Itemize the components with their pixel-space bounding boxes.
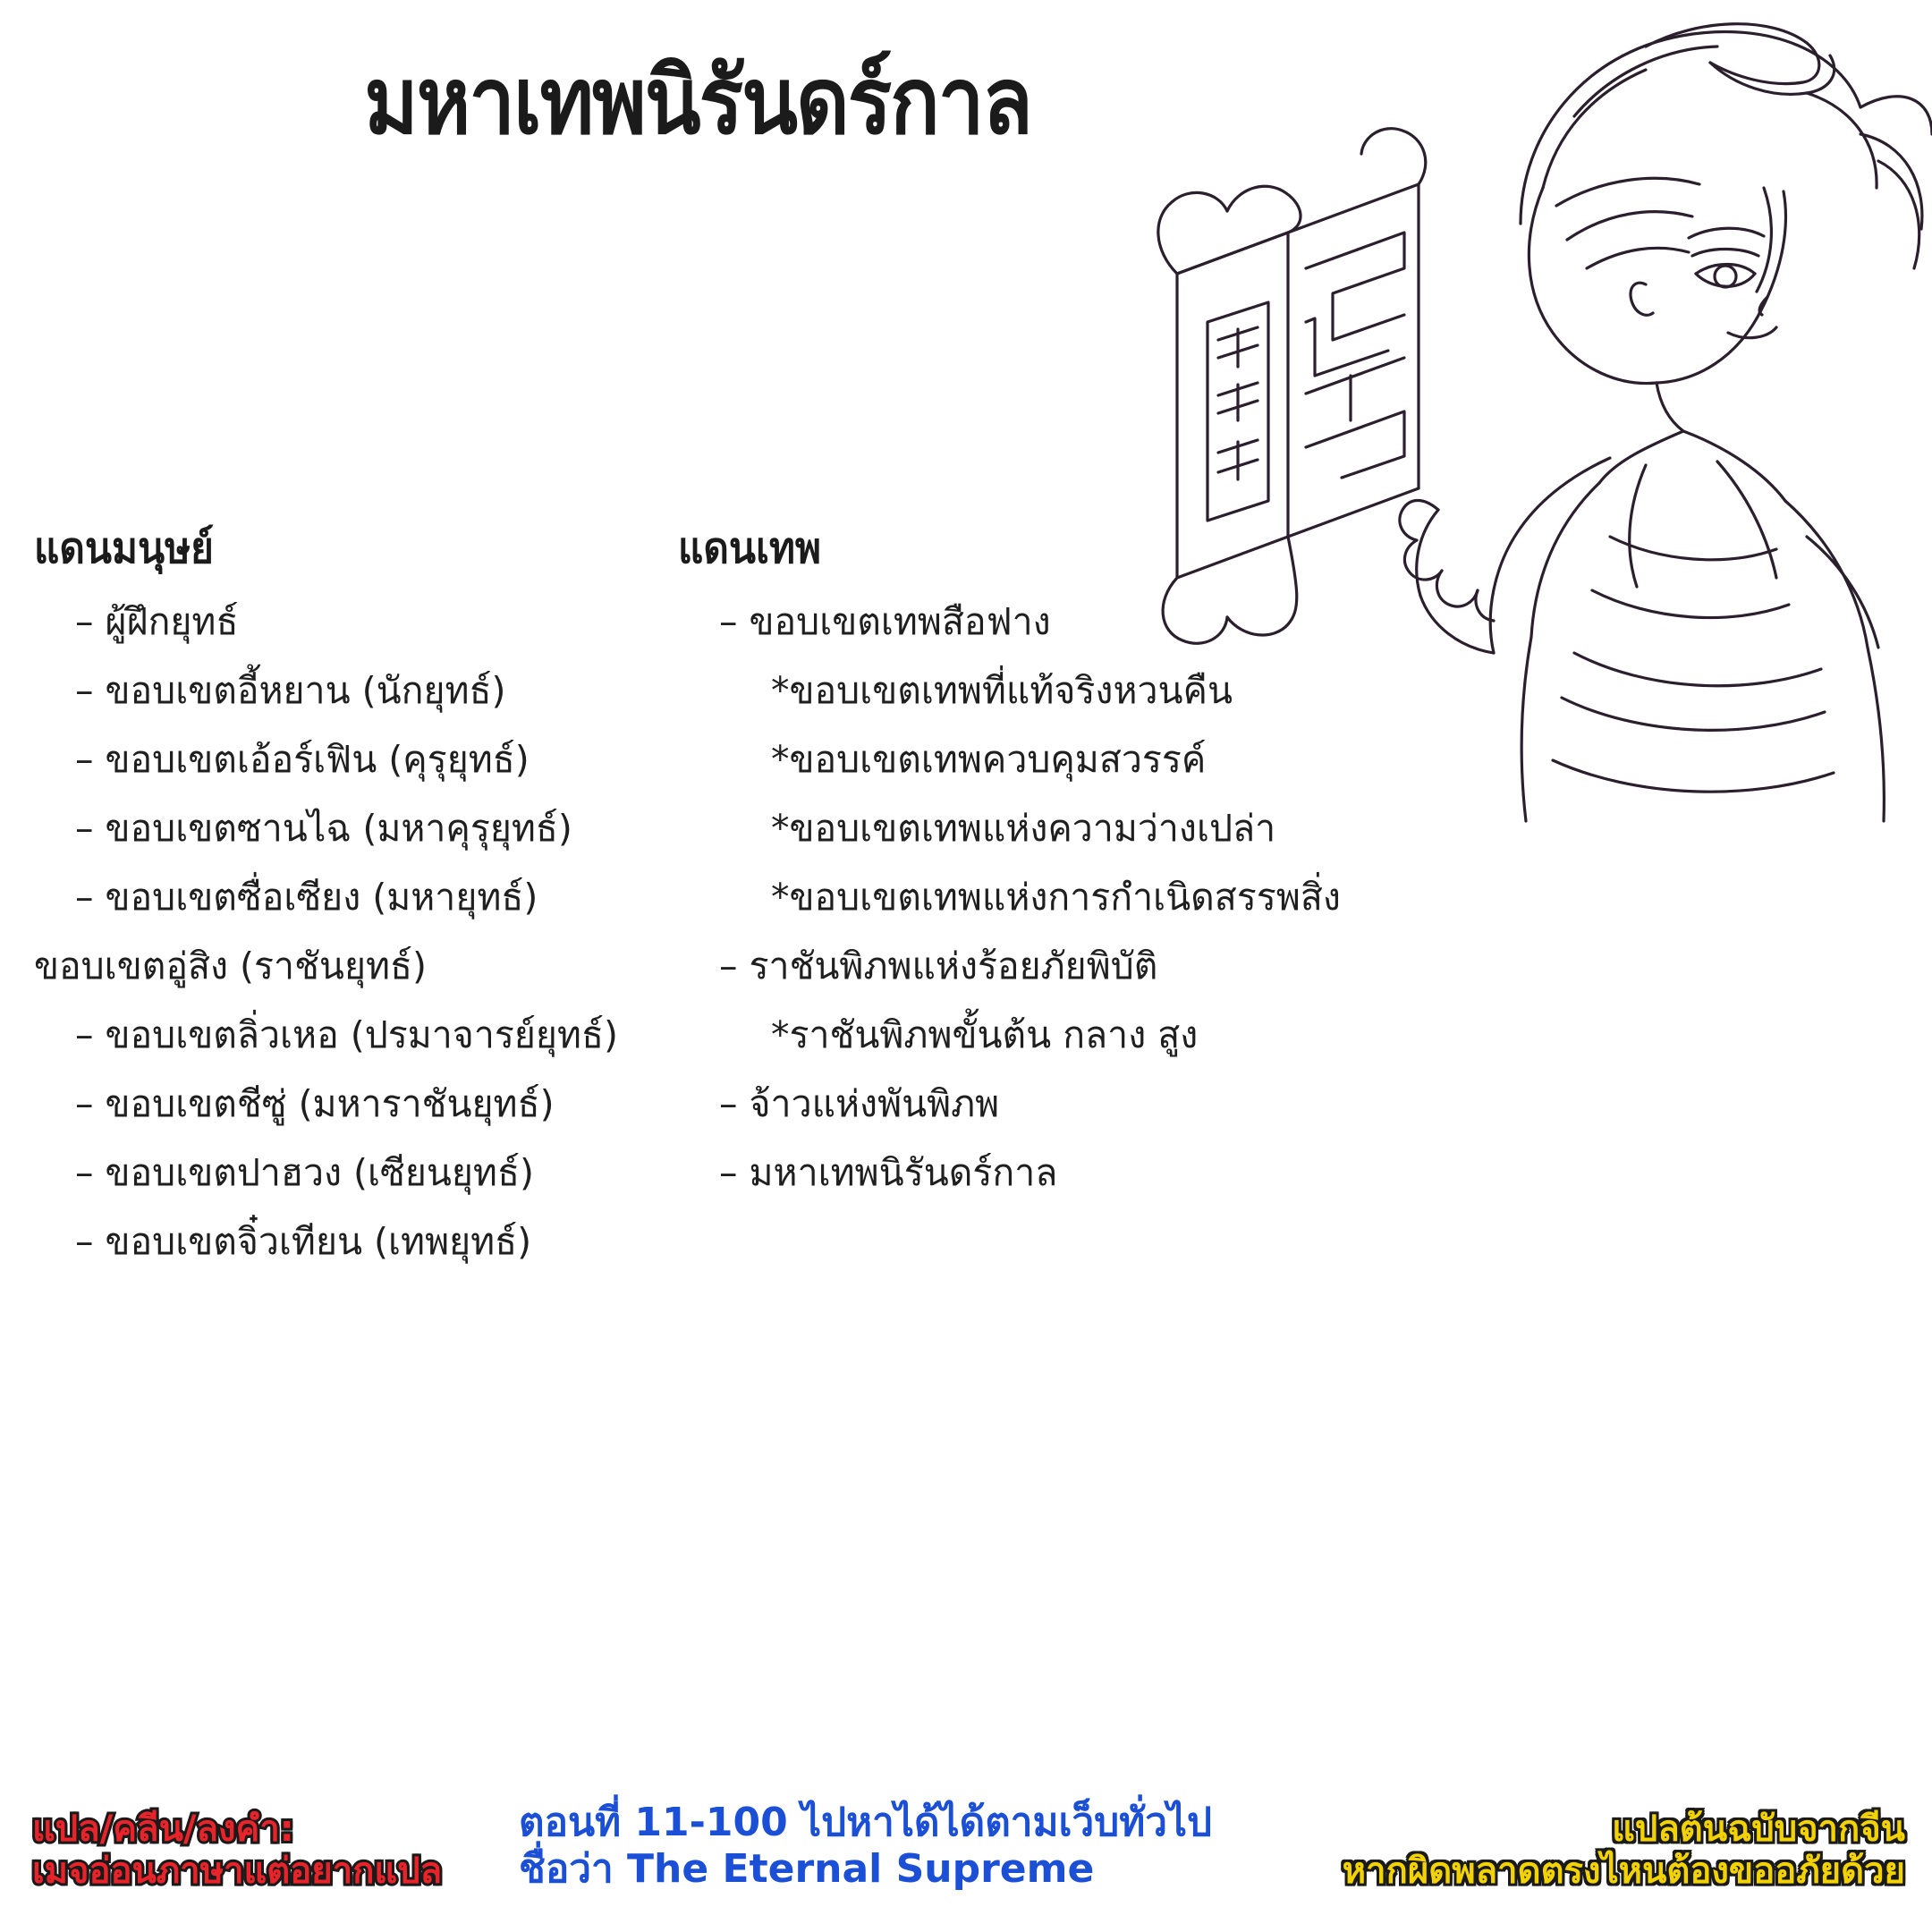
list-item: ขอบเขตอู่สิง (ราชันยุทธ์) <box>34 945 428 987</box>
source-note <box>1343 1809 1905 1893</box>
footer-credits <box>0 1746 1932 1898</box>
god-realm-list <box>678 600 1662 1194</box>
realm-lists <box>34 514 1805 1292</box>
source-note-line2: หากผิดพลาดตรงไหนต้องขออภัยด้วย <box>1342 1850 1905 1892</box>
list-item: *ราชันพิภพขั้นต้น กลาง สูง <box>771 1013 1199 1056</box>
source-note-line1: แปลต้นฉบับจากจีน <box>1612 1808 1905 1850</box>
list-item: *ขอบเขตเทพควบคุมสวรรค์ <box>771 738 1207 781</box>
list-item: – ขอบเขตจิ๋วเทียน (เทพยุทธ์) <box>75 1220 532 1263</box>
list-item: – ขอบเขตซานไฉ (มหาคุรุยุทธ์) <box>75 807 572 850</box>
god-realm-column <box>678 514 1662 1292</box>
list-item: – ขอบเขตชีซู่ (มหาราชันยุทธ์) <box>75 1082 555 1125</box>
list-item: – ขอบเขตลิ่วเหอ (ปรมาจารย์ยุทธ์) <box>75 1013 618 1056</box>
translator-credit <box>32 1809 442 1893</box>
human-realm-column <box>34 514 678 1292</box>
list-item: – ผู้ฝึกยุทธ์ <box>75 600 239 643</box>
list-item: – ขอบเขตอี้หยาน (นักยุทธ์) <box>75 669 506 712</box>
list-item: – ขอบเขตซื่อเซียง (มหายุทธ์) <box>75 876 538 919</box>
chapter-availability-line1: ตอนที่ 11-100 ไปหาได้ได้ตามเว็บทั่วไป <box>519 1800 1212 1846</box>
chapter-availability-note <box>519 1800 1212 1893</box>
list-item: – มหาเทพนิรันดร์กาล <box>719 1151 1058 1194</box>
human-realm-list <box>34 600 678 1263</box>
list-item: – ขอบเขตปาฮวง (เซียนยุทธ์) <box>75 1151 534 1194</box>
list-item: – จ้าวแห่งพันพิภพ <box>719 1082 1000 1125</box>
page-title: มหาเทพนิรันดร์กาล <box>364 47 1031 156</box>
god-realm-heading: แดนเทพ <box>678 523 822 573</box>
human-realm-heading: แดนมนุษย์ <box>34 523 214 573</box>
list-item: *ขอบเขตเทพแห่งความว่างเปล่า <box>771 807 1276 850</box>
list-item: – ราชันพิภพแห่งร้อยภัยพิบัติ <box>719 945 1158 987</box>
list-item: – ขอบเขตเทพสือฟาง <box>719 600 1051 643</box>
translator-credit-line1: แปล/คลีน/ลงคำ: <box>32 1808 294 1850</box>
translator-credit-line2: เมจอ่อนภาษาแต่อยากแปล <box>32 1850 443 1892</box>
list-item: *ขอบเขตเทพที่แท้จริงหวนคืน <box>771 669 1233 712</box>
chapter-availability-line2: ชื่อว่า The Eternal Supreme <box>519 1846 1095 1893</box>
list-item: – ขอบเขตเอ้อร์เฟิน (คุรุยุทธ์) <box>75 738 530 781</box>
list-item: *ขอบเขตเทพแห่งการกำเนิดสรรพสิ่ง <box>771 876 1341 919</box>
